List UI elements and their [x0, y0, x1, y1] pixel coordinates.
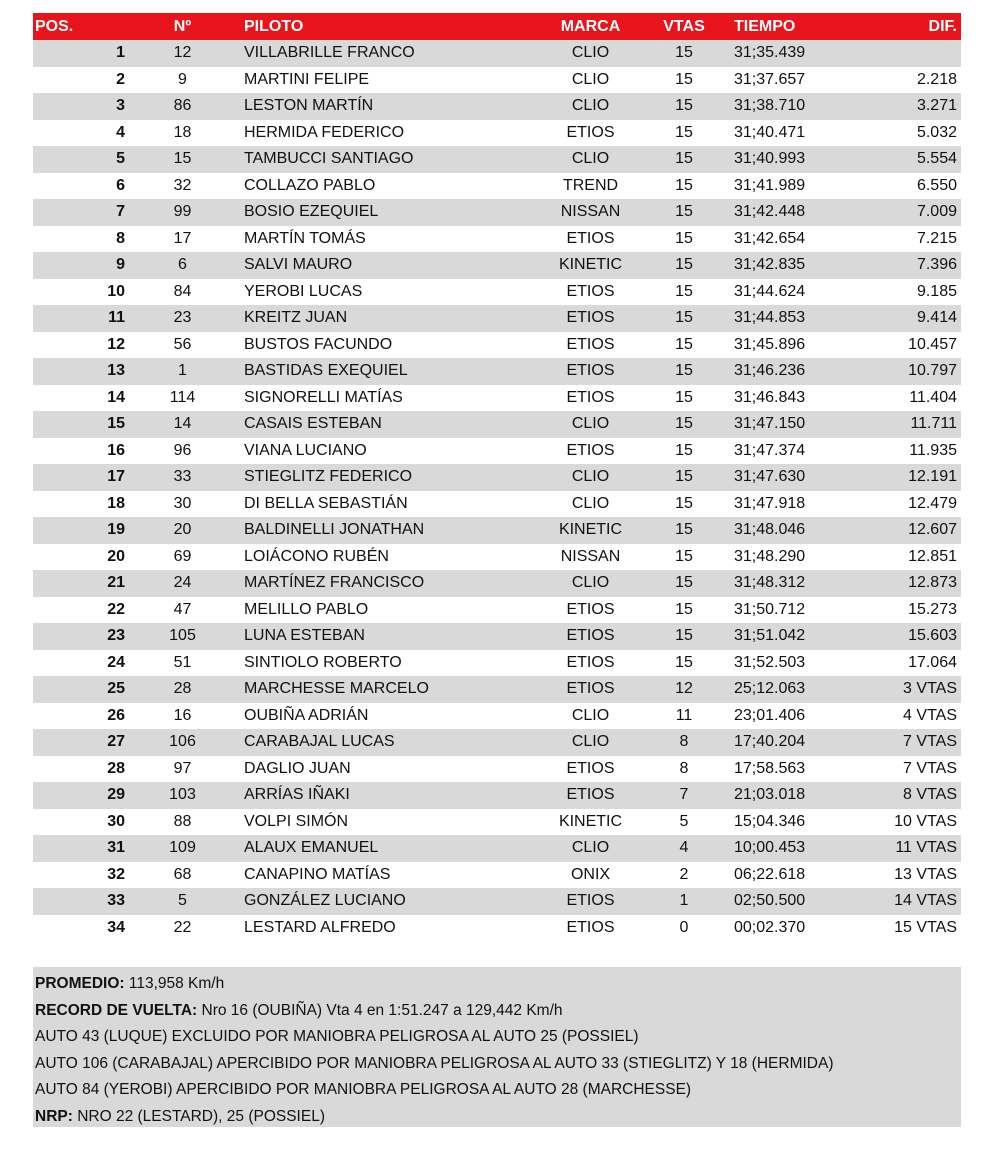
race-notes	[33, 967, 961, 1127]
cell-tiempo: 31;46.236	[734, 362, 806, 380]
cell-piloto: VILLABRILLE FRANCO	[244, 44, 415, 62]
cell-vtas: 15	[675, 653, 693, 671]
cell-piloto: BALDINELLI JONATHAN	[244, 521, 425, 539]
table-row	[33, 332, 961, 359]
cell-piloto: OUBIÑA ADRIÁN	[244, 706, 369, 724]
cell-marca: ONIX	[570, 865, 611, 883]
cell-dif: 12.479	[908, 494, 957, 512]
cell-pos: 22	[107, 600, 125, 618]
promedio-label: PROMEDIO:	[35, 975, 125, 992]
cell-pos: 19	[107, 521, 125, 539]
cell-dif: 12.191	[908, 468, 957, 486]
cell-tiempo: 31;47.918	[734, 494, 806, 512]
cell-vtas: 15	[675, 627, 693, 645]
table-row	[33, 252, 961, 279]
table-row	[33, 650, 961, 677]
table-row	[33, 782, 961, 809]
promedio-value: 113,958 Km/h	[124, 975, 225, 992]
cell-pos: 11	[108, 309, 125, 327]
table-row	[33, 676, 961, 703]
cell-num: 96	[173, 441, 192, 459]
cell-marca: CLIO	[571, 70, 610, 88]
table-row	[33, 93, 961, 120]
cell-tiempo: 31;52.503	[734, 653, 806, 671]
table-header	[33, 13, 961, 40]
cell-tiempo: 31;48.046	[734, 521, 806, 539]
cell-dif: 13 VTAS	[894, 865, 957, 883]
cell-pos: 32	[107, 865, 125, 883]
table-row	[33, 517, 961, 544]
cell-dif: 7 VTAS	[903, 759, 957, 777]
table-row	[33, 358, 961, 385]
cell-tiempo: 00;02.370	[734, 918, 806, 936]
cell-pos: 18	[107, 494, 125, 512]
record-value: Nro 16 (OUBIÑA) Vta 4 en 1:51.247 a 129,442 Km/h	[197, 1001, 563, 1019]
cell-piloto: SALVI MAURO	[244, 256, 353, 274]
cell-dif: 15.273	[908, 600, 957, 618]
cell-marca: ETIOS	[566, 653, 615, 671]
cell-pos: 10	[107, 282, 125, 300]
cell-num: 18	[173, 123, 192, 141]
cell-pos: 3	[116, 97, 125, 115]
cell-marca: ETIOS	[566, 786, 615, 804]
cell-vtas: 15	[675, 574, 693, 592]
cell-marca: KINETIC	[558, 812, 623, 830]
cell-tiempo: 31;47.374	[734, 441, 806, 459]
cell-piloto: CANAPINO MATÍAS	[244, 865, 391, 883]
cell-dif: 9.185	[916, 282, 957, 300]
cell-piloto: MARTÍNEZ FRANCISCO	[244, 574, 425, 592]
cell-pos: 7	[116, 203, 125, 221]
cell-pos: 8	[116, 229, 125, 247]
cell-num: 6	[178, 256, 187, 274]
cell-marca: KINETIC	[558, 521, 623, 539]
cell-num: 12	[173, 44, 192, 62]
cell-dif: 15 VTAS	[894, 918, 957, 936]
cell-tiempo: 31;44.624	[734, 282, 806, 300]
cell-piloto: HERMIDA FEDERICO	[244, 123, 405, 141]
cell-marca: ETIOS	[566, 600, 615, 618]
cell-vtas: 15	[675, 521, 693, 539]
table-body	[33, 40, 961, 941]
cell-piloto: COLLAZO PABLO	[244, 176, 376, 194]
cell-piloto: ARRÍAS IÑAKI	[244, 786, 350, 804]
cell-vtas: 15	[675, 176, 693, 194]
cell-num: 1	[178, 362, 187, 380]
cell-marca: CLIO	[571, 150, 610, 168]
cell-vtas: 5	[679, 812, 689, 830]
cell-marca: ETIOS	[566, 362, 615, 380]
table-row	[33, 173, 961, 200]
cell-pos: 34	[107, 918, 125, 936]
table-row	[33, 809, 961, 836]
cell-marca: KINETIC	[558, 256, 623, 274]
cell-piloto: MARTÍN TOMÁS	[244, 229, 366, 247]
table-row	[33, 703, 961, 730]
cell-num: 106	[169, 733, 196, 751]
cell-marca: ETIOS	[566, 680, 615, 698]
note-promedio	[35, 971, 961, 998]
cell-pos: 2	[116, 70, 125, 88]
cell-dif: 5.032	[916, 123, 957, 141]
cell-vtas: 15	[675, 309, 693, 327]
table-row	[33, 491, 961, 518]
cell-marca: CLIO	[571, 733, 610, 751]
cell-vtas: 15	[675, 123, 693, 141]
cell-piloto: MELILLO PABLO	[244, 600, 369, 618]
cell-marca: ETIOS	[566, 309, 615, 327]
cell-pos: 26	[107, 706, 125, 724]
cell-dif: 11 VTAS	[895, 839, 957, 857]
cell-pos: 30	[107, 812, 125, 830]
cell-piloto: ALAUX EMANUEL	[244, 839, 379, 857]
header-num: Nº	[173, 17, 192, 35]
cell-vtas: 7	[679, 786, 689, 804]
cell-piloto: TAMBUCCI SANTIAGO	[244, 150, 414, 168]
cell-dif: 10.797	[908, 362, 957, 380]
cell-tiempo: 31;45.896	[734, 335, 806, 353]
cell-dif: 7.396	[916, 256, 957, 274]
cell-pos: 12	[107, 335, 125, 353]
cell-marca: CLIO	[571, 44, 610, 62]
cell-num: 103	[169, 786, 196, 804]
cell-marca: CLIO	[571, 468, 610, 486]
cell-vtas: 15	[675, 70, 693, 88]
cell-tiempo: 31;44.853	[734, 309, 806, 327]
cell-pos: 25	[107, 680, 125, 698]
cell-tiempo: 31;46.843	[734, 388, 806, 406]
table-row	[33, 888, 961, 915]
cell-piloto: DI BELLA SEBASTIÁN	[244, 494, 408, 512]
cell-vtas: 15	[675, 335, 693, 353]
cell-piloto: DAGLIO JUAN	[244, 759, 351, 777]
cell-piloto: LOIÁCONO RUBÉN	[244, 547, 389, 565]
cell-num: 99	[173, 203, 192, 221]
cell-tiempo: 31;47.150	[734, 415, 806, 433]
record-label: RECORD DE VUELTA:	[35, 1001, 198, 1019]
cell-dif: 14 VTAS	[894, 892, 957, 910]
cell-piloto: LESTON MARTÍN	[244, 97, 374, 115]
cell-pos: 5	[116, 150, 125, 168]
cell-tiempo: 31;42.654	[734, 229, 806, 247]
nrp-label: NRP:	[35, 1107, 73, 1125]
table-row	[33, 729, 961, 756]
cell-piloto: VOLPI SIMÓN	[244, 812, 349, 830]
cell-tiempo: 10;00.453	[734, 839, 806, 857]
cell-tiempo: 31;51.042	[734, 627, 806, 645]
cell-dif: 7.215	[916, 229, 957, 247]
cell-num: 84	[173, 282, 192, 300]
table-row	[33, 464, 961, 491]
table-row	[33, 623, 961, 650]
table-row	[33, 67, 961, 94]
cell-marca: CLIO	[571, 839, 610, 857]
cell-vtas: 15	[675, 494, 693, 512]
cell-marca: CLIO	[571, 706, 610, 724]
cell-pos: 31	[107, 839, 125, 857]
cell-tiempo: 17;40.204	[734, 733, 806, 751]
cell-marca: ETIOS	[566, 229, 615, 247]
cell-pos: 23	[107, 627, 125, 645]
cell-marca: CLIO	[571, 415, 610, 433]
cell-num: 24	[173, 574, 192, 592]
cell-dif: 11.404	[909, 388, 957, 406]
table-row	[33, 146, 961, 173]
cell-dif: 12.851	[908, 547, 957, 565]
cell-num: 32	[173, 176, 192, 194]
cell-tiempo: 31;48.290	[734, 547, 806, 565]
cell-num: 9	[178, 70, 187, 88]
cell-marca: ETIOS	[566, 123, 615, 141]
results-table	[33, 13, 961, 941]
cell-pos: 17	[107, 468, 125, 486]
cell-num: 14	[173, 415, 192, 433]
cell-pos: 27	[107, 733, 125, 751]
table-row	[33, 279, 961, 306]
header-marca: MARCA	[560, 17, 621, 35]
cell-vtas: 15	[675, 203, 693, 221]
cell-dif: 10 VTAS	[894, 812, 957, 830]
cell-dif: 17.064	[908, 653, 957, 671]
note-warning-84: AUTO 84 (YEROBI) APERCIBIDO POR MANIOBRA PELIGROSA AL AUTO 28 (MARCHESSE)	[35, 1081, 692, 1098]
cell-vtas: 15	[675, 256, 693, 274]
cell-tiempo: 31;50.712	[734, 600, 806, 618]
cell-vtas: 8	[679, 759, 689, 777]
cell-marca: ETIOS	[566, 892, 615, 910]
cell-vtas: 15	[675, 468, 693, 486]
cell-vtas: 15	[675, 600, 693, 618]
cell-piloto: YEROBI LUCAS	[244, 282, 363, 300]
cell-tiempo: 31;35.439	[734, 44, 806, 62]
cell-vtas: 15	[675, 547, 693, 565]
cell-vtas: 15	[675, 229, 693, 247]
cell-pos: 14	[107, 388, 125, 406]
cell-tiempo: 31;40.471	[734, 123, 806, 141]
cell-tiempo: 31;42.835	[734, 256, 806, 274]
cell-tiempo: 31;40.993	[734, 150, 806, 168]
header-pos: POS.	[35, 17, 74, 35]
cell-pos: 16	[107, 441, 125, 459]
cell-num: 22	[173, 918, 192, 936]
cell-vtas: 15	[675, 97, 693, 115]
table-row	[33, 570, 961, 597]
table-row	[33, 756, 961, 783]
cell-num: 16	[173, 706, 192, 724]
cell-marca: CLIO	[571, 574, 610, 592]
cell-num: 30	[173, 494, 192, 512]
cell-pos: 29	[107, 786, 125, 804]
cell-vtas: 15	[675, 415, 693, 433]
cell-piloto: LESTARD ALFREDO	[244, 918, 396, 936]
cell-tiempo: 17;58.563	[734, 759, 806, 777]
cell-num: 109	[169, 839, 196, 857]
cell-vtas: 2	[679, 865, 689, 883]
header-piloto: PILOTO	[244, 17, 304, 35]
cell-num: 105	[169, 627, 196, 645]
cell-dif: 3 VTAS	[903, 680, 957, 698]
table-row	[33, 438, 961, 465]
cell-piloto: LUNA ESTEBAN	[244, 627, 365, 645]
cell-num: 56	[173, 335, 192, 353]
nrp-value: NRO 22 (LESTARD), 25 (POSSIEL)	[72, 1107, 325, 1125]
cell-tiempo: 31;37.657	[734, 70, 806, 88]
cell-num: 20	[173, 521, 192, 539]
note-nrp	[35, 1104, 961, 1131]
cell-pos: 20	[107, 547, 125, 565]
cell-num: 47	[173, 600, 192, 618]
cell-num: 114	[169, 388, 196, 406]
cell-vtas: 0	[679, 918, 689, 936]
table-row	[33, 411, 961, 438]
cell-tiempo: 15;04.346	[734, 812, 806, 830]
cell-pos: 4	[116, 123, 125, 141]
note-record	[35, 998, 961, 1025]
cell-tiempo: 23;01.406	[734, 706, 806, 724]
note-warning-106: AUTO 106 (CARABAJAL) APERCIBIDO POR MANIOBRA PELIGROSA AL AUTO 33 (STIEGLITZ) Y 18 (HERMIDA)	[35, 1054, 834, 1072]
cell-tiempo: 31;41.989	[734, 176, 806, 194]
cell-dif: 12.873	[908, 574, 957, 592]
cell-tiempo: 31;47.630	[734, 468, 806, 486]
cell-vtas: 4	[679, 839, 689, 857]
cell-piloto: BOSIO EZEQUIEL	[244, 203, 379, 221]
cell-dif: 4 VTAS	[903, 706, 957, 724]
cell-piloto: BASTIDAS EXEQUIEL	[244, 362, 408, 380]
cell-vtas: 12	[675, 680, 693, 698]
table-row	[33, 199, 961, 226]
cell-num: 69	[173, 547, 192, 565]
cell-tiempo: 31;48.312	[734, 574, 806, 592]
cell-marca: ETIOS	[566, 627, 615, 645]
cell-dif: 15.603	[908, 627, 957, 645]
cell-pos: 13	[107, 362, 125, 380]
cell-num: 68	[173, 865, 192, 883]
cell-piloto: KREITZ JUAN	[244, 309, 348, 327]
cell-marca: ETIOS	[566, 335, 615, 353]
cell-tiempo: 31;42.448	[734, 203, 806, 221]
cell-marca: NISSAN	[560, 547, 621, 565]
cell-dif: 9.414	[916, 309, 957, 327]
cell-piloto: MARCHESSE MARCELO	[244, 680, 429, 698]
cell-dif: 5.554	[916, 150, 957, 168]
cell-pos: 33	[107, 892, 125, 910]
cell-tiempo: 25;12.063	[734, 680, 806, 698]
cell-num: 97	[173, 759, 192, 777]
cell-piloto: CASAIS ESTEBAN	[244, 415, 382, 433]
note-exclusion: AUTO 43 (LUQUE) EXCLUIDO POR MANIOBRA PELIGROSA AL AUTO 25 (POSSIEL)	[35, 1028, 639, 1045]
cell-marca: TREND	[562, 176, 619, 194]
cell-vtas: 15	[675, 362, 693, 380]
cell-pos: 6	[116, 176, 125, 194]
cell-num: 33	[173, 468, 192, 486]
cell-vtas: 8	[679, 733, 689, 751]
cell-vtas: 15	[675, 388, 693, 406]
table-row	[33, 120, 961, 147]
table-row	[33, 40, 961, 67]
cell-pos: 28	[107, 759, 125, 777]
cell-num: 28	[173, 680, 192, 698]
cell-piloto: CARABAJAL LUCAS	[244, 733, 395, 751]
table-row	[33, 226, 961, 253]
cell-dif: 8 VTAS	[903, 786, 957, 804]
cell-marca: CLIO	[571, 97, 610, 115]
cell-vtas: 15	[675, 150, 693, 168]
cell-pos: 21	[107, 574, 125, 592]
cell-marca: CLIO	[571, 494, 610, 512]
cell-tiempo: 02;50.500	[734, 892, 806, 910]
cell-dif: 2.218	[916, 70, 957, 88]
cell-dif: 12.607	[908, 521, 957, 539]
cell-piloto: SIGNORELLI MATÍAS	[244, 388, 403, 406]
cell-vtas: 15	[675, 441, 693, 459]
header-tiempo: TIEMPO	[734, 17, 796, 35]
table-row	[33, 862, 961, 889]
cell-num: 17	[173, 229, 192, 247]
table-row	[33, 544, 961, 571]
cell-piloto: MARTINI FELIPE	[244, 70, 370, 88]
cell-marca: ETIOS	[566, 759, 615, 777]
cell-num: 51	[173, 653, 192, 671]
cell-tiempo: 06;22.618	[734, 865, 806, 883]
cell-num: 86	[173, 97, 192, 115]
header-vtas: VTAS	[663, 17, 705, 35]
cell-piloto: BUSTOS FACUNDO	[244, 335, 393, 353]
cell-pos: 1	[116, 44, 125, 62]
cell-marca: ETIOS	[566, 282, 615, 300]
cell-dif: 7.009	[916, 203, 957, 221]
cell-dif: 10.457	[908, 335, 957, 353]
cell-dif: 6.550	[916, 176, 957, 194]
header-dif: DIF.	[928, 17, 957, 35]
table-row	[33, 597, 961, 624]
cell-num: 15	[173, 150, 192, 168]
cell-marca: ETIOS	[566, 388, 615, 406]
cell-vtas: 1	[679, 892, 689, 910]
cell-pos: 15	[107, 415, 125, 433]
cell-piloto: VIANA LUCIANO	[244, 441, 367, 459]
cell-dif: 3.271	[916, 97, 957, 115]
table-row	[33, 385, 961, 412]
cell-piloto: SINTIOLO ROBERTO	[244, 653, 402, 671]
cell-num: 88	[173, 812, 192, 830]
cell-piloto: STIEGLITZ FEDERICO	[244, 468, 413, 486]
table-row	[33, 305, 961, 332]
cell-tiempo: 21;03.018	[734, 786, 806, 804]
table-row	[33, 835, 961, 862]
cell-dif: 7 VTAS	[903, 733, 957, 751]
cell-dif: 11.711	[910, 415, 957, 433]
cell-marca: NISSAN	[560, 203, 621, 221]
cell-vtas: 15	[675, 44, 693, 62]
cell-piloto: GONZÁLEZ LUCIANO	[244, 892, 406, 910]
cell-pos: 24	[107, 653, 125, 671]
cell-vtas: 11	[675, 706, 693, 724]
table-row	[33, 915, 961, 942]
cell-pos: 9	[116, 256, 125, 274]
cell-dif: 11.935	[909, 441, 957, 459]
cell-vtas: 15	[675, 282, 693, 300]
cell-marca: ETIOS	[566, 441, 615, 459]
cell-num: 23	[173, 309, 192, 327]
cell-marca: ETIOS	[566, 918, 615, 936]
cell-num: 5	[178, 892, 187, 910]
cell-tiempo: 31;38.710	[734, 97, 806, 115]
